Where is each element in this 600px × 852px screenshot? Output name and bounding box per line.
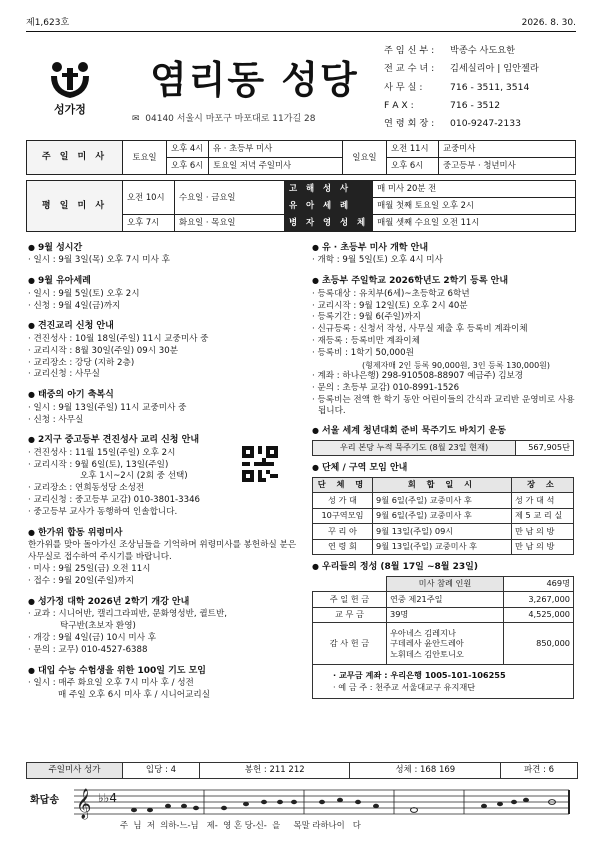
table-row: 꾸 리 아 9월 13일(주일) 09시 만 남 의 방: [313, 524, 574, 540]
notice-infant-baptism: ● 9월 유아세례 · 일시 : 9월 5일(토) 오후 2시 · 신청 : 9월 4일(금)까지: [28, 275, 300, 312]
logo-label: 성가정: [54, 103, 86, 116]
mass-schedule-weekday: 평 일 미 사 오전 10시 수요일 · 금요일 고 해 성 사 매 미사 20분 전 유 아 세 례 매월 첫째 토요일 오후 2시 오후 7시 화요일 · 목요일 병 자 영 성 체 매월 셋째 수요일 오전 11시: [26, 180, 576, 232]
notice-sunday-school: ● 초등부 주일학교 2026학년도 2학기 등록 안내 · 등록대상 : 유치부(6세)~초등학교 6학년 · 교리시작 : 9월 12일(토) 오후 2시 40분 · 등록기간 : 9월 6(주일)까지 · 신규등록 : 신청서 작성, 사무실 제출 후 등록비 계좌이체 · 재등록 : 등록비만 계좌이체 · 등록비 : 1학기 50,000원 (형제자매 2인 등록 90,000원, 3인 등록 130,000원) · 계좌 : 하나은행) 298-910508-88907 예금주) 김보경 · 문의 : 초등부 교감) 010-8991-1526 · 등록비는 전액 한 학기 동안 어린이들의 간식과 교리반 운영비로 사용됩니다.: [312, 275, 578, 418]
hymn-numbers: 주일미사 성가 입당 : 4 봉헌 : 211 212 성체 : 168 169 파견 : 6: [26, 762, 578, 779]
svg-text:♭♭4: ♭♭4: [98, 791, 117, 805]
table-row: 성 가 대 9월 6일(주일) 교중미사 후 성 가 대 석: [313, 493, 574, 509]
notice-chuseok-mass: ● 한가위 합동 위령미사 한가위를 맞아 돌아가신 조상님들을 기억하며 위령미사를 봉헌하실 분은 사무실로 접수하여 주시기를 바랍니다. · 미사 : 9월 25일(금) 오전 11시 · 접수 : 9월 20일(주일)까지: [28, 527, 300, 588]
notice-group-meetings: ● 단체 / 구역 모임 안내 단 체 명 회 합 일 시 장 소 성 가 대 9월 6일(주일) 교중미사 후 성 가 대 석 10구역모임 9월 6일(주일) 교중미사 후 제 5 교 리 실 꾸 리 아 9월 13일(주일) 09시 만 남 의 방 연 령 회 9월 13일(주일) 교중미사 후 만 남 의 방: [312, 462, 578, 555]
notice-holy-family-college: ● 성가정 대학 2026년 2학기 개강 안내 · 교과 : 시니어반, 캘리그라피반, 문화영성반, 퀼트반, 탁구반(초보자 환영) · 개강 : 9월 4일(금) 10시 미사 후 · 문의 : 교무) 010-4527-6388: [28, 596, 300, 657]
group-meetings-table: 단 체 명 회 합 일 시 장 소 성 가 대 9월 6일(주일) 교중미사 후 성 가 대 석 10구역모임 9월 6일(주일) 교중미사 후 제 5 교 리 실 꾸 리 아 9월 13일(주일) 09시 만 남 의 방 연 령 회 9월 13일(주일) 교중미사 후 만 남 의 방: [312, 477, 574, 556]
treble-clef-icon: 𝄞: [76, 789, 92, 819]
table-row: 연 령 회 9월 13일(주일) 교중미사 후 만 남 의 방: [313, 539, 574, 555]
contact-info: 주 임 신 부 : 박종수 사도요한 전 교 수 녀 : 김세실리아 | 임안젤라 사 무 실 : 716 - 3511, 3514 F A X : 716 - 3512 연 령 회 장 : 010-9247-2133: [384, 45, 539, 130]
mass-schedule-sunday: 주 일 미 사 토요일 오후 4시 유 · 초등부 미사 일요일 오전 11시 교중미사 오후 6시 토요일 저녁 주일미사 오후 6시 중고등부 · 청년미사: [26, 140, 576, 175]
left-column: [28, 242, 300, 702]
notice-confirmation: ● 견진교리 신청 안내 · 견진성사 : 10월 18일(주일) 11시 교중미사 중 · 교리시작 : 8월 30일(주일) 09시 30분 · 교리장소 : 강당 (지하 2층) · 교리신청 : 사무실: [28, 320, 300, 381]
top-bar: [26, 14, 576, 32]
psalm-lyrics: 주 님 저 의하-느-님 제- 영 혼 당-신- 을 목말 라하나이 다: [120, 820, 361, 830]
rosary-count-table: 우리 본당 누적 묵주기도 (8월 23일 현재) 567,905단: [312, 440, 574, 457]
church-logo: [40, 60, 100, 117]
notice-unborn-blessing: ● 태중의 아기 축복식 · 일시 : 9월 13일(주일) 11시 교중미사 중 · 신청 : 사무실: [28, 389, 300, 426]
church-address: ✉ 04140 서울시 마포구 마포대로 11가길 28: [132, 114, 316, 124]
issue-number: 제1,623호: [26, 18, 70, 28]
qr-code-icon[interactable]: [242, 446, 278, 482]
church-name: 염리동 성당: [150, 58, 359, 102]
offering-table: 미사 참례 인원 469명 주 일 헌 금 연중 제21주일 3,267,000 교 무 금 39명 4,525,000 감 사 헌 금 우아네스 김레지나 구데레사 윤안드레아 노휘데스 김안토니오 850,000 · 교무금 계좌 : 우리은행 1005-101-106255 · 예 금 주 : 천주교 서울대교구 유지재단: [312, 576, 574, 700]
notice-exam-prayer: ● 대입 수능 수험생을 위한 100일 기도 모임 · 일시 : 매주 화요일 오후 7시 미사 후 / 성전 매 주일 오후 6시 미사 후 / 시니어교리실: [28, 665, 300, 702]
right-column: [312, 242, 578, 699]
issue-date: 2026. 8. 30.: [521, 18, 576, 28]
notice-kids-mass: ● 유 · 초등부 미사 개학 안내 · 개학 : 9월 5일(토) 오후 4시 미사: [312, 242, 578, 267]
notice-holy-hour: ● 9월 성시간 · 일시 : 9월 3일(목) 오후 7시 미사 후: [28, 242, 300, 267]
table-row: 10구역모임 9월 6일(주일) 교중미사 후 제 5 교 리 실: [313, 508, 574, 524]
notice-offerings: ● 우리들의 정성 (8월 17일 ~8월 23일) 미사 참례 인원 469명 주 일 헌 금 연중 제21주일 3,267,000 교 무 금 39명 4,525,000 감 사 헌 금 우아네스 김레지나 구데레사 윤안드레아 노휘데스 김안토니오 850,000 · 교무금 계좌 : 우리은행 1005-101-106255 · 예 금 주 : 천주교 서울대교구 유지재단: [312, 561, 578, 699]
psalm-music-staff: [74, 780, 574, 822]
notice-rosary: ● 서울 세계 청년대회 준비 묵주기도 바치기 운동 우리 본당 누적 묵주기도 (8월 23일 현재) 567,905단: [312, 425, 578, 456]
notice-youth-confirmation: ● 2지구 중고등부 견진성사 교리 신청 안내 · 견진성사 : 11월 15일(주일) 오후 2시 · 교리시작 : 9월 6일(토), 13일(주일) 오후 1시~2시 (2회 중 선택) · 교리장소 : 연희동성당 소성전 · 교리신청 : 중고등부 교감) 010-3801-3346 · 중고등부 교사가 동행하여 인솔합니다.: [28, 434, 300, 519]
psalm-label: 화답송: [30, 795, 59, 806]
mail-icon: ✉: [132, 114, 140, 124]
holy-family-icon: [48, 60, 92, 100]
